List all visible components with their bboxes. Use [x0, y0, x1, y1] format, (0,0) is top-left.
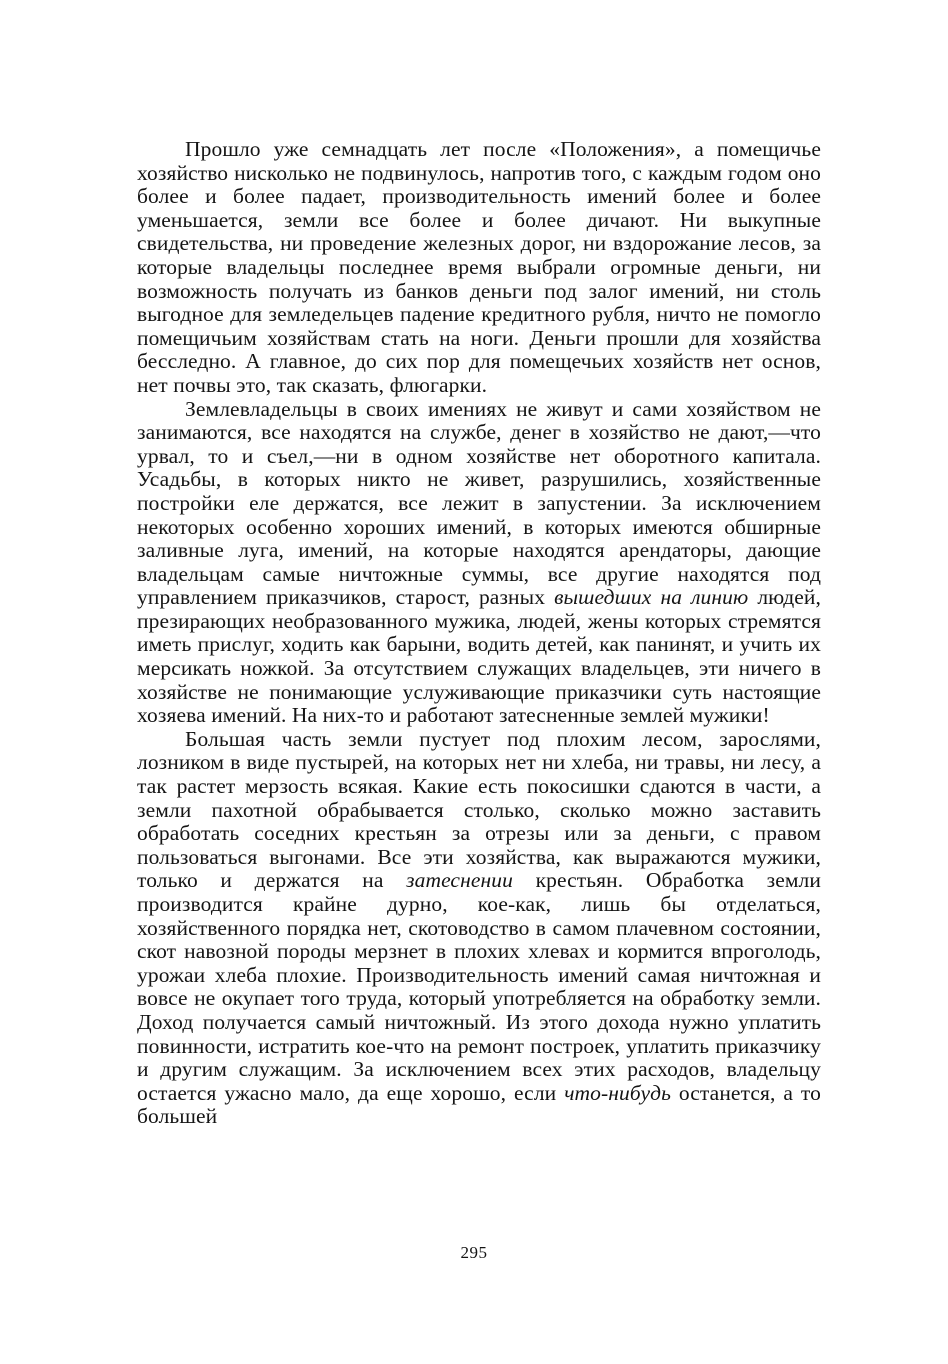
paragraph-2 — [137, 398, 821, 728]
paragraph-3 — [137, 728, 821, 1129]
italic-text-segment: вышедших на линию — [554, 585, 749, 610]
text-segment: крестьян. Обработка земли производится крайне дурно, кое-как, лишь бы отделаться, хозяйственного порядка нет, скотоводство в самом плачевном состоянии, скот навозной породы мерзнет в плохих хлевах и кормится впроголодь, урожаи хлеба плохие. Производительность имений самая ничтожная и вовсе не окупает того труда, который употребляется на обработку земли. Доход получается самый ничтожный. Из этого дохода нужно уплатить повинности, истратить кое-что на ремонт построек, уплатить приказчику и другим служащим. За исключением всех этих расходов, владельцу остается ужасно мало, да еще хорошо, если — [137, 868, 821, 1105]
page-number: 295 — [460, 1243, 488, 1262]
body-text — [137, 138, 821, 1129]
text-segment: Землевладельцы в своих имениях не живут и сами хозяйством не занимаются, все находятся на службе, денег в хозяйство не дают,—что урвал, то и съел,—ни в одном хозяйстве нет оборотного капитала. Усадьбы, в которых никто не живет, разрушились, хозяйственные постройки еле держатся, все лежит в запустении. За исключением некоторых особенно хороших имений, в которых имеются обширные заливные луга, имений, на которые находятся арендаторы, дающие владельцам самые ничтожные суммы, все другие находятся под управлением приказчиков, старост, разных — [137, 396, 821, 610]
text-segment: останется, а то большей — [137, 1080, 821, 1129]
text-segment: людей, презирающих необразованного мужика, людей, жены которых стремятся иметь прислуг, ходить как барыни, водить детей, как панинят, и учить их мерсикать ножкой. За отсутствием служащих владельцев, эти ничего в хозяйстве не понимающие услуживающие приказчики суть настоящие хозяева имений. На них-то и работают затесненные землей мужики! — [137, 585, 821, 728]
text-segment: Большая часть земли пустует под плохим лесом, зарослями, лозником в виде пустырей, на которых нет ни хлеба, ни травы, ни лесу, а так растет мерзость всякая. Какие есть покосишки сдаются в части, а земли пахотной обрабывается столько, сколько можно заставить обработать соседних крестьян за отрезы или за деньги, с правом пользоваться выгонами. Все эти хозяйства, как выражаются мужики, только и держатся на — [137, 726, 821, 893]
text-segment: Прошло уже семнадцать лет после «Положения», а помещичье хозяйство нисколько не подвинулось, напротив того, с каждым годом оно более и более падает, производительность имений более и более уменьшается, земли все более и более дичают. Ни выкупные свидетельства, ни проведение железных дорог, ни вздорожание лесов, за которые владельцы последнее время выбрали огромные деньги, ни возможность получать из банков деньги под залог имений, ни столь выгодное для земледельцев падение кредитного рубля, ничто не помогло помещичьим хозяйствам стать на ноги. Деньги прошли для хозяйства бесследно. А главное, до сих пор для помещечьих хозяйств нет основ, нет почвы это, так сказать, флюгарки. — [137, 137, 821, 397]
italic-text-segment: что-нибудь — [564, 1080, 671, 1105]
italic-text-segment: затеснении — [406, 868, 513, 893]
paragraph-1 — [137, 138, 821, 398]
